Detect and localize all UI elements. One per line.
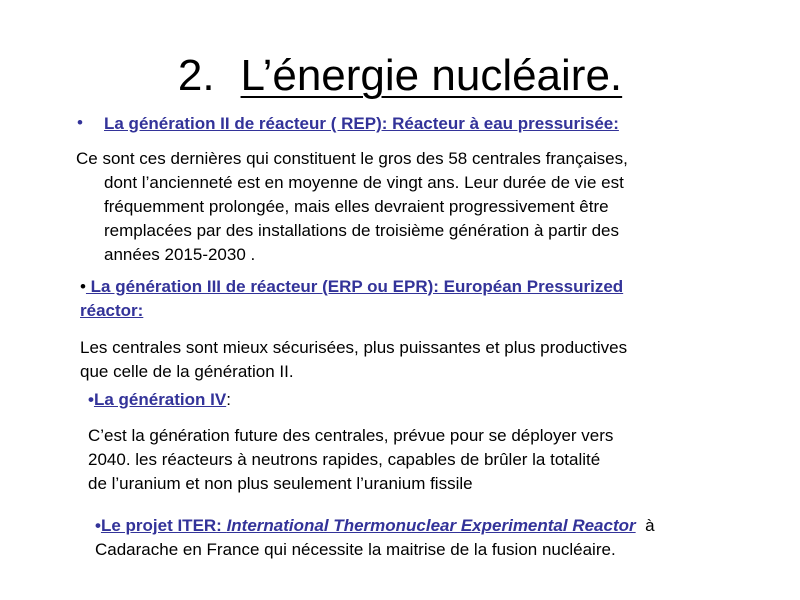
heading-suffix: : — [226, 390, 231, 409]
title-text: L’énergie nucléaire. — [240, 51, 623, 100]
body-line: années 2015-2030 . — [104, 245, 256, 264]
body-line: 2040. les réacteurs à neutrons rapides, capables de brûler la totalité — [88, 450, 601, 469]
bullet-icon: • — [95, 516, 101, 535]
heading-italic: International Thermonuclear Experimental Reactor — [226, 516, 636, 535]
section-iter — [95, 514, 775, 562]
body-line: de l’uranium et non plus seulement l’uranium fissile — [88, 474, 473, 493]
section-heading-generation-iii — [80, 275, 760, 323]
heading-line: La génération III de réacteur (ERP ou EPR): Européan Pressurized — [85, 277, 624, 296]
slide-title — [0, 48, 800, 104]
body-line: Ce sont ces dernières qui constituent le gros des 58 centrales françaises, — [76, 149, 628, 168]
body-line: Cadarache en France qui nécessite la maitrise de la fusion nucléaire. — [95, 540, 616, 559]
section-heading-generation-ii: La génération II de réacteur ( REP): Réacteur à eau pressurisée: — [104, 114, 619, 133]
body-line: que celle de la génération II. — [80, 362, 294, 381]
section-body-generation-iii — [80, 336, 760, 384]
heading-line: réactor: — [80, 301, 144, 320]
body-line: remplacées par des installations de troisième génération à partir des — [104, 221, 619, 240]
body-line: Les centrales sont mieux sécurisées, plus puissantes et plus productives — [80, 338, 628, 357]
bullet-icon: • — [77, 113, 83, 132]
bullet-icon: • — [80, 277, 86, 296]
heading-text: La génération IV — [93, 390, 227, 409]
title-number: 2. — [177, 51, 215, 100]
section-body-generation-iv — [88, 424, 748, 496]
body-line: C’est la génération future des centrales, prévue pour se déployer vers — [88, 426, 614, 445]
body-line: fréquemment prolongée, mais elles devraient progressivement être — [104, 197, 609, 216]
section-heading-generation-iv — [88, 388, 231, 412]
body-line: dont l’ancienneté est en moyenne de vingt ans. Leur durée de vie est — [104, 173, 624, 192]
heading-suffix: à — [635, 516, 655, 535]
section-body-generation-ii — [76, 147, 736, 267]
bullet-icon: • — [88, 390, 94, 409]
heading-prefix: Le projet ITER: — [100, 516, 227, 535]
